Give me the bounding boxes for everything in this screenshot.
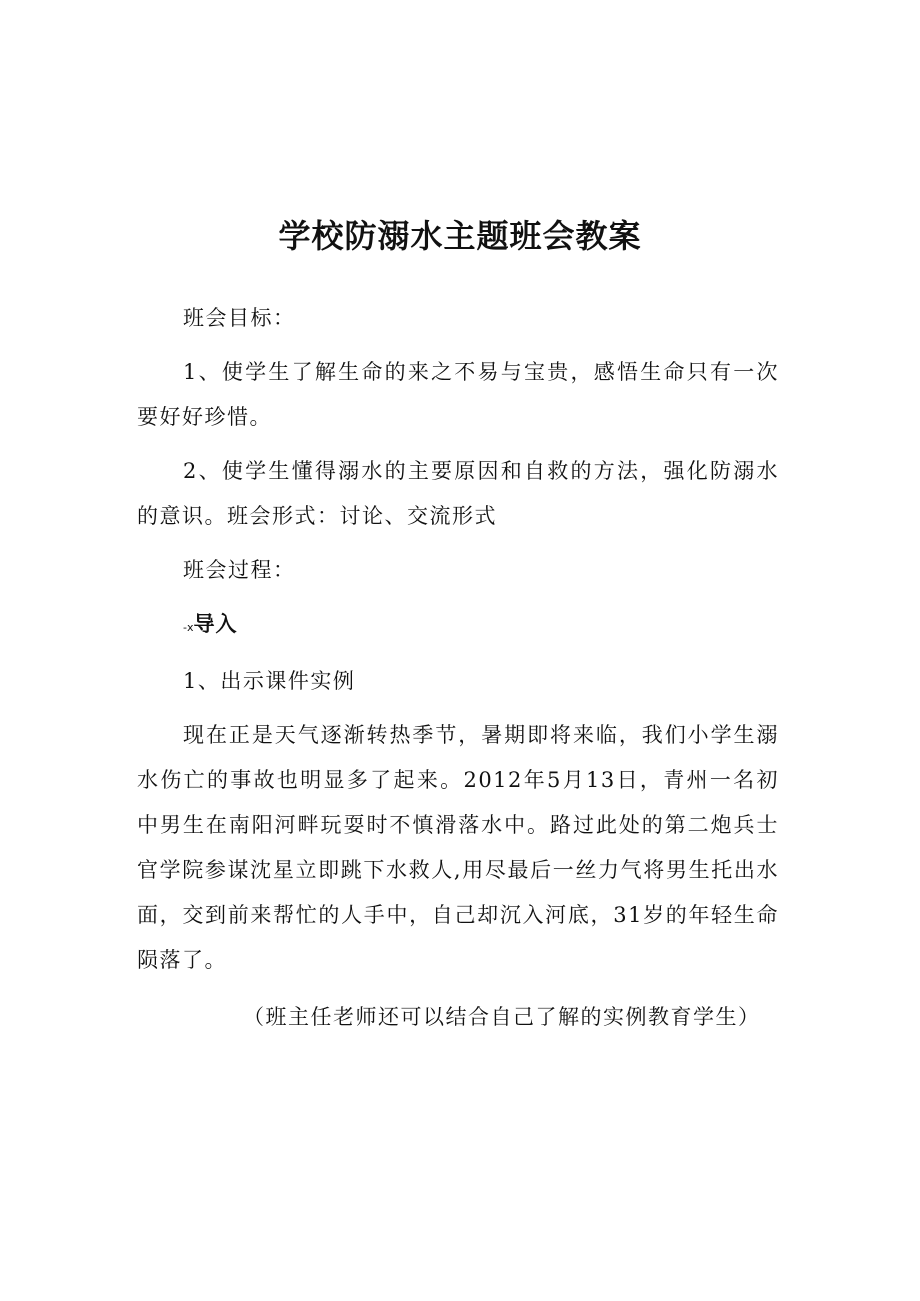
section-marker: -x <box>183 621 194 634</box>
teacher-note: （班主任老师还可以结合自己了解的实例教育学生） <box>243 1005 761 1029</box>
document-title: 学校防溺水主题班会教案 <box>278 217 642 255</box>
document-body <box>137 296 779 1040</box>
goals-label: 班会目标： <box>183 306 296 330</box>
process-label: 班会过程： <box>183 558 296 582</box>
section-heading <box>137 602 779 650</box>
section-title: 导入 <box>193 612 238 636</box>
step-1: 1、出示课件实例 <box>183 669 356 693</box>
goal-2: 2、使学生懂得溺水的主要原因和自救的方法，强化防溺水的意识。班会形式：讨论、交流形式 <box>137 459 779 528</box>
body-paragraph: 现在正是天气逐渐转热季节，暑期即将来临，我们小学生溺水伤亡的事故也明显多了起来。2012年5月13日，青州一名初中男生在南阳河畔玩耍时不慎滑落水中。路过此处的第二炮兵士官学院参谋沈星立即跳下水救人,用尽最后一丝力气将男生托出水面，交到前来帮忙的人手中，自己却沉入河底，31岁的年轻生命陨落了。 <box>137 723 779 972</box>
goal-1: 1、使学生了解生命的来之不易与宝贵，感悟生命只有一次要好好珍惜。 <box>137 360 779 429</box>
